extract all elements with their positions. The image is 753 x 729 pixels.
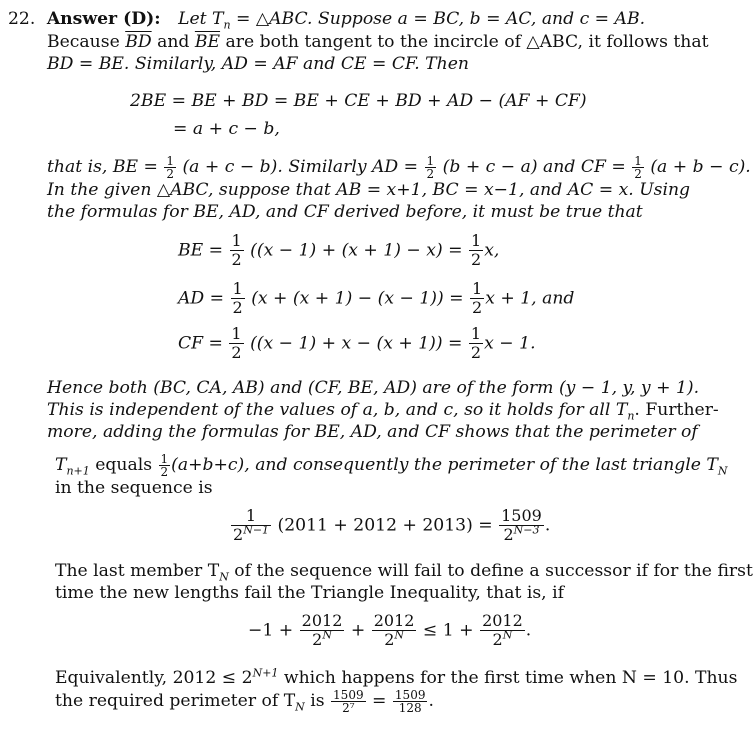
equation-inequality: −1 + $\frac{2012}{2^N}$ + $\frac{2012}{2^N}$ ≤ 1 + $\frac{2012}{2^N}$ . [248,611,532,650]
line-7: Hence both (BC, CA, AB) and (CF, BE, AD) are of the form (y − 1, y, y + 1). [47,378,700,398]
line-14: Equivalently, $2012 \le 2^{N+1}$ which happens for the first time when N = 10. Thus [55,666,738,688]
equation-2be: 2BE = BE + BD = BE + CE + BD + AD − (AF + CF) [130,91,587,111]
problem-number: 22. [8,9,36,29]
equation-perimeter: $\frac{1}{2^{N-1}}$ (2011 + 2012 + 2013) = $\frac{1509}{2^{N-3}}$ . [233,506,551,545]
line-10: $T_{n+1}$ equals $\frac{1}{2}$ (a+b+c), and consequently the perimeter of the last triangle $T_N$ [55,452,728,479]
answer-label: Answer (D): [46,9,161,29]
line-2: Because $\overline{BD}$ and $\overline{BE}$ are both tangent to the incircle of △ABC, it follows that [47,32,709,52]
equation-2be-result: = a + c − b, [173,119,280,139]
equation-ad: AD = $\frac{1}{2}$ (x + (x + 1) − (x − 1)) = $\frac{1}{2}$ x + 1, and [178,279,575,318]
fraction-half: $\frac{1}{2}$ [426,154,435,181]
line-8: This is independent of the values of a, b, and c, so it holds for all $T_n$. Further- [47,400,719,423]
line-9: more, adding the formulas for BE, AD, and CF shows that the perimeter of [47,422,698,442]
line-3: BD = BE. Similarly, AD = AF and CE = CF. Then [47,54,469,74]
line-15: the required perimeter of $T_N$ is $\frac{1509}{\text{2⁷}}$ = $\frac{1509}{128}$ . [55,688,434,715]
line-13: time the new lengths fail the Triangle Inequality, that is, if [55,583,564,603]
line-1 [8,8,645,30]
line-5: In the given △ABC, suppose that AB = x+1, BC = x−1, and AC = x. Using [47,180,691,200]
equation-cf: CF = $\frac{1}{2}$ ((x − 1) + x − (x + 1)) = $\frac{1}{2}$ x − 1. [178,324,536,363]
intro-text: Let $T_n$ = △ABC. Suppose a = BC, b = AC, and c = AB. [178,9,646,32]
line-4: that is, BE = $\frac{1}{2}$ (a + c − b). Similarly AD = $\frac{1}{2}$ (b + c − a) and CF = $\frac{1}{2}$ (a + b − c). [47,154,751,181]
line-11: in the sequence is [55,478,213,498]
line-6: the formulas for BE, AD, and CF derived before, it must be true that [47,202,643,222]
fraction-half: $\frac{1}{2}$ [634,154,642,181]
equation-be: BE = $\frac{1}{2}$ ((x − 1) + (x + 1) − x) = $\frac{1}{2}$ x, [178,231,500,270]
line-12: The last member $T_N$ of the sequence will fail to define a successor if for the first [55,561,753,584]
fraction-half: $\frac{1}{2}$ [166,154,174,181]
